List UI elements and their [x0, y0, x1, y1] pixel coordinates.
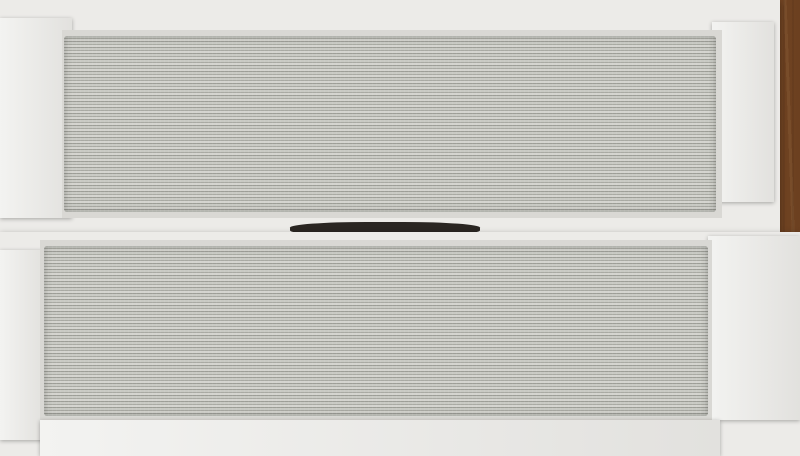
bottom-box-right-flap	[708, 236, 800, 420]
bottom-box-left-flap	[0, 250, 44, 440]
bottom-sandpaper-stack	[44, 246, 708, 416]
bottom-box-front-panel	[40, 420, 720, 456]
top-sandpaper-stack	[64, 36, 716, 212]
